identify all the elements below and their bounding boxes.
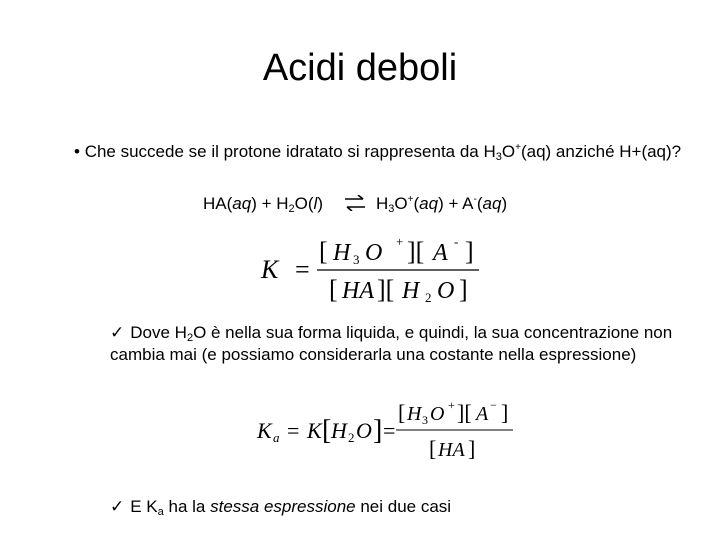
- reaction-products: [376, 193, 507, 215]
- bullet-text-part: Dove H: [130, 323, 187, 342]
- num-h: H: [333, 240, 351, 266]
- subscript: 3: [495, 151, 502, 163]
- bracket: ][: [407, 237, 425, 266]
- slide-title: Acidi deboli: [262, 47, 458, 89]
- bullet-text-part: Che succede se il protone idratato si rappresenta da H: [84, 142, 496, 161]
- bracket: ]: [468, 436, 476, 461]
- reactant-text: O(: [294, 194, 314, 213]
- bracket: ]: [373, 415, 383, 446]
- bracket: [: [319, 237, 328, 266]
- num-h: H: [407, 403, 422, 425]
- superscript: +: [407, 194, 414, 205]
- italic-text: stessa espressione: [210, 497, 356, 516]
- acid-constant-formula: [255, 396, 535, 466]
- bullet-question: [74, 140, 694, 164]
- equals-sign: =: [287, 418, 300, 443]
- superscript: +: [448, 398, 455, 412]
- state-aq: aq: [482, 194, 502, 213]
- superscript: −: [490, 398, 497, 412]
- subscript: 2: [425, 290, 432, 305]
- subscript: a: [157, 506, 164, 518]
- bullet-text-part: (aq) anziché H+(aq)?: [520, 142, 682, 161]
- superscript: -: [454, 234, 459, 249]
- product-text: (: [476, 194, 483, 213]
- equals-sign: =: [383, 418, 396, 443]
- bullet-text-part: O è nella sua forma liquida, e quindi, la sua concentrazione non cambia mai (e possiamo considerarla una costante nella espressione): [110, 323, 673, 364]
- checkmark-icon: ✓: [110, 497, 125, 516]
- checkmark-icon: ✓: [110, 323, 125, 342]
- product-text: ): [501, 194, 508, 213]
- superscript: +: [396, 234, 404, 249]
- bracket: [: [322, 415, 332, 446]
- bracket: ][: [457, 400, 472, 425]
- equilibrium-constant-formula: [255, 234, 495, 314]
- bullet-conclusion: [110, 496, 451, 518]
- state-l: l: [313, 194, 318, 213]
- bullet-text-part: E K: [130, 497, 158, 516]
- reactant-ha: HA(: [203, 194, 233, 213]
- num-o: O: [365, 240, 383, 266]
- ka-h: H: [331, 418, 347, 443]
- bullet-text-part: O: [501, 142, 516, 161]
- product-text: H: [376, 194, 389, 213]
- subscript: 3: [353, 252, 360, 267]
- reactant-text: ): [317, 194, 323, 213]
- reaction-reactants: [203, 193, 323, 215]
- product-text: O: [394, 194, 408, 213]
- superscript: +: [515, 142, 521, 153]
- bullet-marker: •: [74, 142, 80, 161]
- den-h: H: [402, 278, 420, 304]
- subscript: 3: [422, 413, 428, 427]
- subscript: 3: [388, 203, 395, 215]
- bracket: ]: [501, 400, 509, 425]
- state-aq: aq: [232, 194, 252, 213]
- superscript: -: [473, 194, 477, 205]
- bracket: [: [329, 275, 338, 304]
- bracket: [: [398, 400, 406, 425]
- ka-o: O: [356, 418, 372, 443]
- ka-k2: K: [307, 418, 322, 443]
- subscript: 2: [348, 430, 355, 445]
- product-text: ) + A: [438, 194, 474, 213]
- product-text: (: [413, 194, 420, 213]
- bullet-text-part: ha la: [163, 497, 211, 516]
- state-aq: aq: [419, 194, 439, 213]
- subscript: 2: [186, 332, 194, 344]
- bullet-text-part: nei due casi: [355, 497, 452, 516]
- equilibrium-arrows-icon: [343, 195, 367, 211]
- bracket: ][: [377, 275, 395, 304]
- ka-k: K: [257, 418, 272, 443]
- reactant-text: ) + H: [251, 194, 289, 213]
- bracket: ]: [465, 237, 474, 266]
- bracket: [: [429, 436, 437, 461]
- num-a: A: [433, 240, 448, 266]
- bullet-note: [110, 322, 700, 366]
- k-symbol: K: [261, 255, 279, 284]
- bracket: ]: [459, 275, 468, 304]
- den-ha: HA: [438, 439, 465, 461]
- num-a: A: [476, 403, 489, 425]
- equals-sign: =: [295, 255, 310, 284]
- subscript: 2: [288, 203, 295, 215]
- den-ha: HA: [342, 278, 374, 304]
- subscript: a: [273, 430, 280, 445]
- num-o: O: [430, 403, 445, 425]
- den-o: O: [437, 278, 455, 304]
